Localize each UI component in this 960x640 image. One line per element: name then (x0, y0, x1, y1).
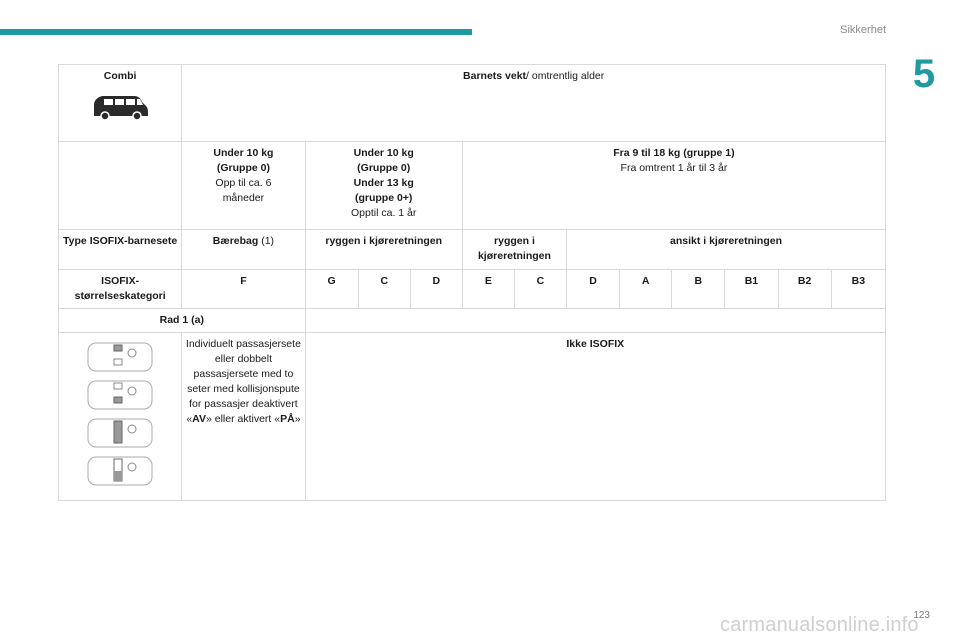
weight-header-rest: / omtrentlig alder (526, 70, 605, 82)
type-baerebag-note: (1) (258, 235, 275, 247)
group0plus-age: Opptil ca. 1 år (351, 207, 417, 219)
seat-layout-icon (86, 341, 154, 373)
seat-desc-part-1: Individuelt passasjersete eller dobbelt passasjersete med to seter med kollisjonspute for passasjer deaktivert « (185, 338, 301, 425)
seat-desc-part-2: » eller aktivert « (205, 413, 281, 425)
seat-desc-av: AV (192, 413, 206, 425)
van-icon (90, 92, 150, 122)
seat-layout-icon (86, 455, 154, 487)
group0-cell (182, 142, 305, 230)
weight-header (182, 65, 886, 142)
group0-age-2: måneder (222, 192, 265, 204)
weight-header-bold: Barnets vekt (463, 70, 527, 82)
size-code: E (462, 270, 514, 309)
isofix-table (58, 64, 886, 501)
page-number: 123 (913, 610, 930, 621)
seat-layout-icon (86, 379, 154, 411)
seat-description (182, 333, 305, 501)
empty-cell (59, 142, 182, 230)
header-accent-bar (0, 29, 472, 35)
section-title: Sikkerhet (840, 24, 886, 36)
type-baerebag-cell (182, 230, 305, 270)
combi-label: Combi (103, 70, 137, 82)
seat-diagram-cell (59, 333, 182, 501)
watermark: carmanualsonline.info (720, 614, 919, 636)
empty-cell (305, 309, 885, 333)
group0plus-weight-2: Under 13 kg (353, 177, 414, 189)
size-code: B (672, 270, 725, 309)
size-code: B3 (831, 270, 885, 309)
chapter-number: 5 (892, 48, 956, 100)
size-code: D (567, 270, 620, 309)
type-label: Type ISOFIX-barnesete (59, 230, 182, 270)
group0plus-group-1: (Gruppe 0) (357, 162, 411, 174)
size-code: A (620, 270, 672, 309)
group0plus-cell (305, 142, 462, 230)
size-code: B2 (778, 270, 831, 309)
group0-group: (Gruppe 0) (216, 162, 270, 174)
seat-desc-paa: PÅ (280, 413, 295, 425)
size-code: C (358, 270, 410, 309)
no-isofix-cell: Ikke ISOFIX (305, 333, 885, 501)
combi-cell (59, 65, 182, 142)
group0-age-1: Opp til ca. 6 (215, 177, 272, 189)
type-rear-1: ryggen i kjøreretningen (305, 230, 462, 270)
group0plus-group-2: (gruppe 0+) (354, 192, 413, 204)
seat-layout-icon (86, 417, 154, 449)
seat-desc-part-3: » (294, 413, 301, 425)
size-code: B1 (725, 270, 778, 309)
group1-age: Fra omtrent 1 år til 3 år (620, 162, 728, 174)
group0plus-weight-1: Under 10 kg (353, 147, 414, 159)
group0-weight: Under 10 kg (213, 147, 274, 159)
type-baerebag: Bærebag (212, 235, 259, 247)
type-forward: ansikt i kjøreretningen (567, 230, 886, 270)
size-code: G (305, 270, 358, 309)
size-code: F (182, 270, 305, 309)
group1-weight: Fra 9 til 18 kg (gruppe 1) (613, 147, 735, 159)
size-code: C (514, 270, 566, 309)
size-label: ISOFIX-størrelseskategori (59, 270, 182, 309)
type-rear-2: ryggen i kjøreretningen (462, 230, 566, 270)
group1-cell (462, 142, 885, 230)
size-code: D (410, 270, 462, 309)
row-label: Rad 1 (a) (59, 309, 306, 333)
